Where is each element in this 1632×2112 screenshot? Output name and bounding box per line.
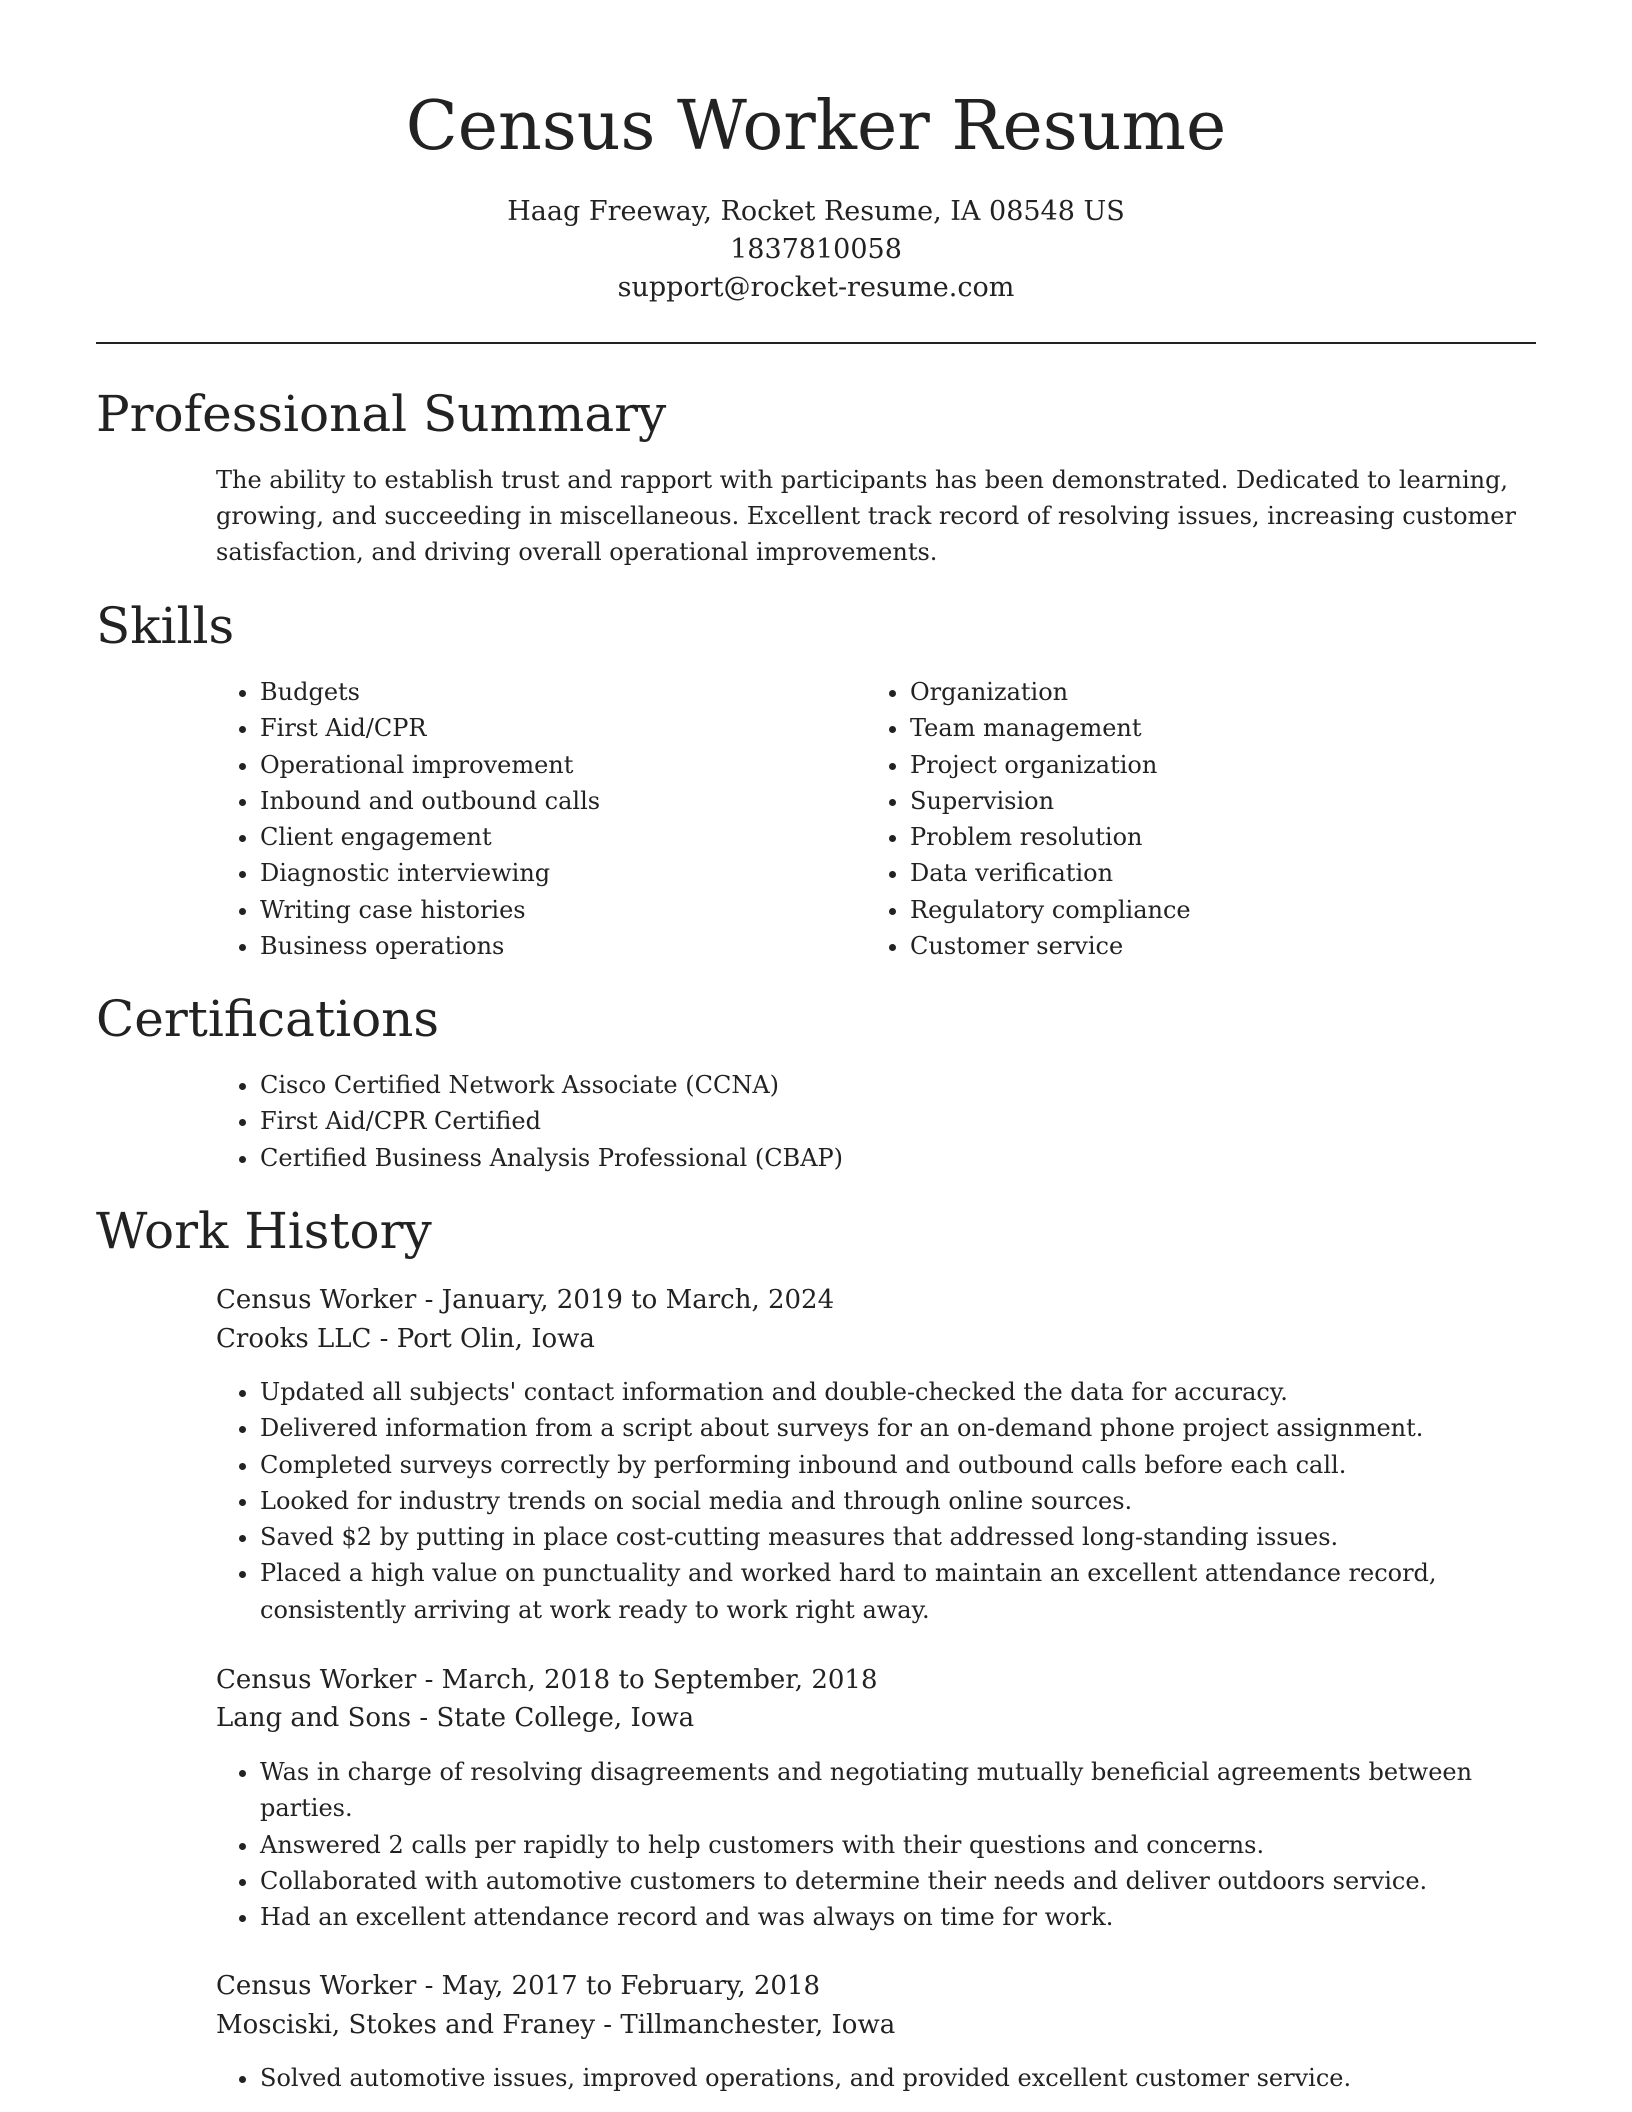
summary-text: The ability to establish trust and rapport with participants has been demonstrated. Dedicated to learning, growing, and succeeding in miscellaneous. Excellent track record of resolving issues, increasing customer satisfaction, and driving overall operational improvements. xyxy=(216,466,1516,566)
job-location: Port Olin, Iowa xyxy=(396,1324,595,1354)
job-dates: May, 2017 to February, 2018 xyxy=(441,1971,821,2001)
job-title-line: Census Worker - January, 2019 to March, 2024 xyxy=(216,1285,835,1315)
resume-title: Census Worker Resume xyxy=(405,87,1227,166)
job-company: Lang and Sons xyxy=(216,1703,412,1733)
job-title: Census Worker xyxy=(216,1285,417,1315)
skills-heading: Skills xyxy=(96,597,235,655)
job-title-line: Census Worker - May, 2017 to February, 2018 xyxy=(216,1971,821,2001)
skill-item: • Team management xyxy=(910,710,1191,746)
job-bullet: • Placed a high value on punctuality and worked hard to maintain an excellent attendance record, consistently arriving at work ready to work right away. xyxy=(260,1555,1480,1628)
skill-item: • Client engagement xyxy=(260,819,600,855)
job-bullets xyxy=(216,1374,1480,1628)
job-bullet: • Looked for industry trends on social media and through online sources. xyxy=(260,1483,1480,1519)
skills-list-right xyxy=(866,674,1191,964)
job-company: Mosciski, Stokes and Franey xyxy=(216,2010,596,2040)
job-bullet: • Answered 2 calls per rapidly to help customers with their questions and concerns. xyxy=(260,1827,1480,1863)
header-divider xyxy=(96,342,1536,344)
job-title: Census Worker xyxy=(216,1971,417,2001)
certifications-list xyxy=(216,1067,843,1176)
certifications-heading: Certifications xyxy=(96,990,440,1048)
skill-item: • Supervision xyxy=(910,783,1191,819)
job-bullets xyxy=(216,2060,1480,2096)
contact-address: Haag Freeway, Rocket Resume, IA 08548 US xyxy=(507,196,1125,227)
job-dates: March, 2018 to September, 2018 xyxy=(441,1665,878,1695)
job-title-line: Census Worker - March, 2018 to September, 2018 xyxy=(216,1665,878,1695)
job-company-line: Crooks LLC - Port Olin, Iowa xyxy=(216,1324,595,1354)
job-bullet: • Saved $2 by putting in place cost-cutting measures that addressed long-standing issues. xyxy=(260,1519,1480,1555)
summary-heading: Professional Summary xyxy=(96,385,667,443)
certification-item: • Cisco Certified Network Associate (CCNA) xyxy=(260,1067,843,1103)
job-bullet: • Collaborated with automotive customers to determine their needs and deliver outdoors service. xyxy=(260,1863,1480,1899)
skill-item: • Project organization xyxy=(910,747,1191,783)
skills-list-left xyxy=(216,674,600,964)
work-history-heading: Work History xyxy=(96,1202,432,1260)
job-company: Crooks LLC xyxy=(216,1324,372,1354)
skill-item: • Operational improvement xyxy=(260,747,600,783)
job-bullet: • Had an excellent attendance record and was always on time for work. xyxy=(260,1899,1480,1935)
contact-phone: 1837810058 xyxy=(730,234,902,265)
certification-item: • First Aid/CPR Certified xyxy=(260,1103,843,1139)
job-bullet: • Was in charge of resolving disagreements and negotiating mutually beneficial agreements between parties. xyxy=(260,1754,1480,1827)
job-bullet: • Updated all subjects' contact information and double-checked the data for accuracy. xyxy=(260,1374,1480,1410)
skill-item: • Customer service xyxy=(910,928,1191,964)
job-location: Tillmanchester, Iowa xyxy=(620,2010,896,2040)
skill-item: • Organization xyxy=(910,674,1191,710)
skill-item: • Diagnostic interviewing xyxy=(260,855,600,891)
certification-item: • Certified Business Analysis Professional (CBAP) xyxy=(260,1140,843,1176)
skill-item: • Problem resolution xyxy=(910,819,1191,855)
job-bullets xyxy=(216,1754,1480,1935)
skill-item: • Business operations xyxy=(260,928,600,964)
skill-item: • Writing case histories xyxy=(260,892,600,928)
skill-item: • Budgets xyxy=(260,674,600,710)
job-bullet: • Delivered information from a script about surveys for an on-demand phone project assignment. xyxy=(260,1410,1480,1446)
job-company-line: Mosciski, Stokes and Franey - Tillmanchester, Iowa xyxy=(216,2010,896,2040)
skill-item: • Data verification xyxy=(910,855,1191,891)
contact-block xyxy=(0,193,1632,307)
job-dates: January, 2019 to March, 2024 xyxy=(441,1285,835,1315)
job-bullet: • Completed surveys correctly by performing inbound and outbound calls before each call. xyxy=(260,1447,1480,1483)
job-bullet: • Solved automotive issues, improved operations, and provided excellent customer service. xyxy=(260,2060,1480,2096)
skill-item: • Regulatory compliance xyxy=(910,892,1191,928)
job-location: State College, Iowa xyxy=(436,1703,695,1733)
job-title: Census Worker xyxy=(216,1665,417,1695)
skill-item: • First Aid/CPR xyxy=(260,710,600,746)
contact-email: support@rocket-resume.com xyxy=(617,272,1015,303)
skill-item: • Inbound and outbound calls xyxy=(260,783,600,819)
job-company-line: Lang and Sons - State College, Iowa xyxy=(216,1703,695,1733)
